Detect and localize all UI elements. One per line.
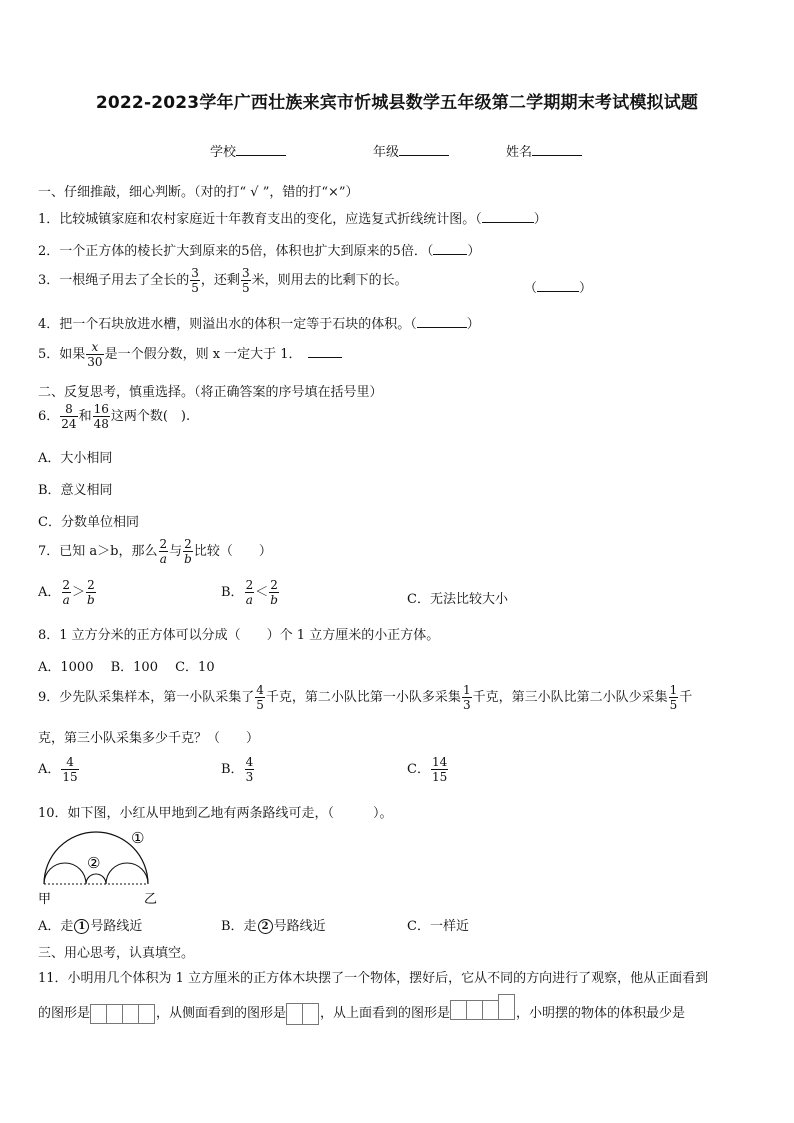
name-label: 姓名 bbox=[506, 145, 533, 160]
fraction-3-5-b: $\frac{3}{5}$ bbox=[241, 266, 250, 295]
section-2-header: 二、反复思考，慎重选择。（将正确答案的序号填在括号里） bbox=[38, 385, 383, 400]
question-5 bbox=[38, 340, 342, 369]
fraction-x-30: $\frac{x}{30}$ bbox=[87, 340, 103, 369]
question-4-answer-blank[interactable] bbox=[417, 315, 467, 328]
question-11-line1: 11．小明用几个体积为 1 立方厘米的正方体木块摆了一个物体，摆好后，它从不同的方向进行了观察，他从正面看到 bbox=[38, 971, 709, 986]
route-2-arc-left bbox=[44, 863, 86, 884]
question-6-option-c[interactable]: C．分数单位相同 bbox=[38, 515, 139, 530]
fraction-8-24: $\frac{8}{24}$ bbox=[61, 402, 77, 431]
grade-blank[interactable] bbox=[399, 143, 449, 156]
top-view-grid bbox=[451, 1000, 515, 1020]
front-view-grid bbox=[91, 1004, 155, 1024]
route-2-arc-right bbox=[106, 863, 148, 884]
question-8-options[interactable]: A．1000 B．100 C．10 bbox=[38, 660, 215, 675]
question-9: 9．少先队采集样本，第一小队采集了 $\frac{4}{5}$ 千克，第二小队比第一小队多采集 $\frac{1}{3}$ 千克，第三小队比第二小队少采集 $\frac{1}{5}$ 千 bbox=[38, 683, 693, 712]
school-field[interactable] bbox=[210, 141, 286, 160]
question-5-text-b: 是一个假分数，则 x 一定大于 1． bbox=[104, 347, 302, 362]
name-blank[interactable] bbox=[532, 143, 582, 156]
grade-label: 年级 bbox=[373, 145, 400, 160]
question-3-text-a: 3．一根绳子用去了全长的 bbox=[38, 273, 190, 288]
route-2-circled: 2 bbox=[258, 919, 273, 934]
question-9-line2: 克，第三小队采集多少千克？（ ） bbox=[38, 731, 260, 746]
question-5-answer-blank[interactable] bbox=[308, 345, 342, 358]
question-10-option-b[interactable]: B．走 2 号路线近 bbox=[221, 919, 326, 934]
route-2-label: ② bbox=[87, 854, 101, 872]
question-3-answer: （ ） bbox=[524, 281, 593, 296]
grade-field[interactable] bbox=[373, 141, 449, 160]
question-6: 6． $\frac{8}{24}$ 和 $\frac{16}{48}$ 这两个数( ). bbox=[38, 402, 191, 431]
question-6-option-b[interactable]: B．意义相同 bbox=[38, 483, 113, 498]
question-7: 7．已知 a＞b，那么 $\frac{2}{a}$ 与 $\frac{2}{b}$ 比较（ ） bbox=[38, 537, 272, 566]
question-3-text-c: 米，则用去的比剩下的长。 bbox=[251, 273, 408, 288]
route-2-arc-mid bbox=[86, 874, 106, 884]
question-5-text-a: 5．如果 bbox=[38, 347, 86, 362]
question-2 bbox=[38, 240, 480, 259]
route-1-circled: 1 bbox=[74, 919, 89, 934]
question-10-text: 10．如下图，小红从甲地到乙地有两条路线可走，（ ）。 bbox=[38, 806, 393, 821]
page-title: 2022-2023学年广西壮族来宾市忻城县数学五年级第二学期期末考试模拟试题 bbox=[95, 93, 699, 113]
fraction-16-48: $\frac{16}{48}$ bbox=[93, 402, 109, 431]
question-4-text: 4．把一个石块放进水槽，则溢出水的体积一定等于石块的体积。（ bbox=[38, 317, 417, 332]
side-view-grid bbox=[287, 1003, 319, 1025]
fraction-3-5: $\frac{3}{5}$ bbox=[191, 266, 199, 295]
question-1-answer-blank[interactable] bbox=[482, 210, 534, 223]
question-8-text: 8．1 立方分米的正方体可以分成（ ）个 1 立方厘米的小正方体。 bbox=[38, 628, 440, 643]
fraction-2-a: $\frac{2}{a}$ bbox=[159, 537, 168, 566]
question-1-text: 1．比较城镇家庭和农村家庭近十年教育支出的变化，应选复式折线统计图。（ bbox=[38, 212, 482, 227]
route-diagram bbox=[36, 828, 166, 908]
question-3-text-b: ，还剩 bbox=[200, 273, 240, 288]
question-1 bbox=[38, 208, 547, 227]
question-10-option-c[interactable]: C．一样近 bbox=[407, 919, 469, 934]
route-1-label: ① bbox=[131, 829, 145, 847]
question-10-option-a[interactable]: A．走 1 号路线近 bbox=[38, 919, 143, 934]
school-label: 学校 bbox=[210, 145, 237, 160]
question-11-line2: 的图形是 ，从侧面看到的图形是 ，从上面看到的图形是 ，小明摆的物体的体积最少是 bbox=[38, 1000, 685, 1025]
name-field[interactable] bbox=[506, 141, 582, 160]
question-6-option-a[interactable]: A．大小相同 bbox=[38, 451, 113, 466]
question-2-close: ） bbox=[467, 244, 481, 259]
start-label: 甲 bbox=[38, 892, 52, 907]
question-3 bbox=[38, 266, 408, 295]
question-7-option-c[interactable]: C．无法比较大小 bbox=[407, 592, 508, 607]
question-9-option-b[interactable]: B． $\frac{4}{3}$ bbox=[221, 755, 254, 784]
question-7-option-b[interactable]: B． $\frac{2}{a}$ ＜ $\frac{2}{b}$ bbox=[221, 578, 278, 607]
question-9-option-c[interactable]: C． $\frac{14}{15}$ bbox=[407, 755, 448, 784]
question-4: 4．把一个石块放进水槽，则溢出水的体积一定等于石块的体积。（ ） bbox=[38, 317, 480, 332]
question-9-option-a[interactable]: A． $\frac{4}{15}$ bbox=[38, 755, 78, 784]
question-2-text: 2．一个正方体的棱长扩大到原来的5倍，体积也扩大到原来的5倍．（ bbox=[38, 244, 434, 259]
section-1-header: 一、仔细推敲，细心判断。（对的打“ √ ”，错的打“×”） bbox=[38, 185, 359, 200]
question-7-option-a[interactable]: A． $\frac{2}{a}$ ＞ $\frac{2}{b}$ bbox=[38, 578, 95, 607]
fraction-2-b: $\frac{2}{b}$ bbox=[184, 537, 192, 566]
question-6-stem: 这两个数( ). bbox=[110, 409, 191, 424]
question-2-answer-blank[interactable] bbox=[433, 242, 467, 255]
question-1-close: ） bbox=[533, 212, 547, 227]
question-3-answer-blank[interactable] bbox=[537, 279, 579, 292]
end-label: 乙 bbox=[144, 892, 158, 907]
section-3-header: 三、用心思考，认真填空。 bbox=[38, 946, 195, 961]
school-blank[interactable] bbox=[236, 143, 286, 156]
